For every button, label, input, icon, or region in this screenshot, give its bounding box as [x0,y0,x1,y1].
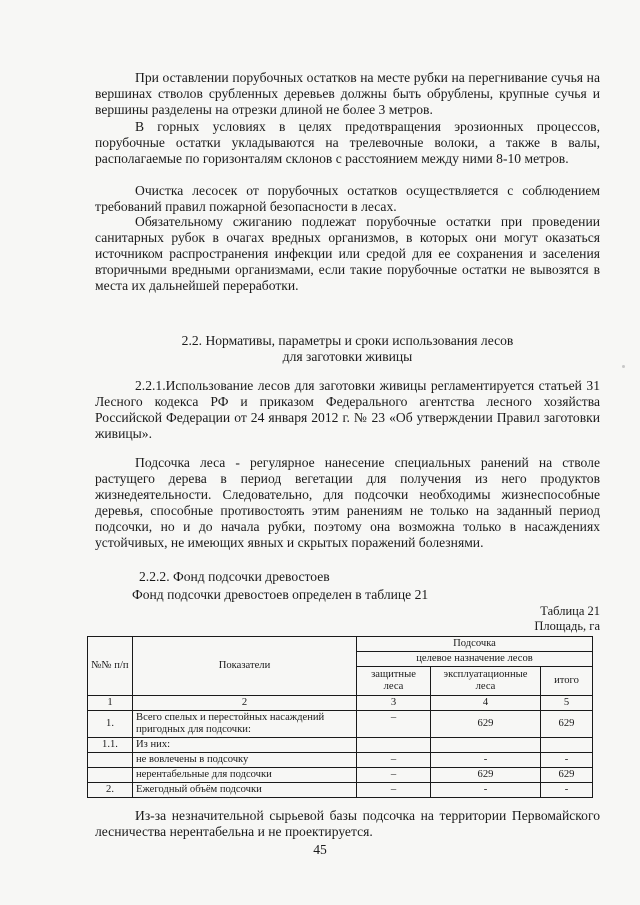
column-number: 2 [133,696,357,711]
row-num: 2. [88,783,133,798]
header-exploitation: эксплуатационные леса [431,667,541,696]
paragraph-residues-decay: При оставлении порубочных остатков на месте рубки на перегнивание сучья на вершинах стволов срубленных деревьев должны быть обрублены, крупные сучья и вершины разделены на отрезки длиной не более 3 метров. [95,70,600,117]
header-num: №№ п/п [88,637,133,696]
header-tapping: Подсочка [357,637,593,652]
header-purpose: целевое назначение лесов [357,652,593,667]
table-row [88,783,593,798]
subsection-heading: 2.2.2. Фонд подсочки древостоев [139,569,330,584]
row-label: не вовлечены в подсочку [133,753,357,768]
row-protective: – [357,783,431,798]
row-protective: – [357,753,431,768]
header-total: итого [541,667,593,696]
row-total: 629 [541,711,593,738]
table-caption: Таблица 21 [540,604,600,618]
column-number: 3 [357,696,431,711]
header-protective: защитные леса [357,667,431,696]
row-total [541,738,593,753]
column-number: 5 [541,696,593,711]
table-intro: Фонд подсочки древостоев определен в таблице 21 [132,587,429,602]
header-indicators: Показатели [133,637,357,696]
paragraph-mountain-conditions: В горных условиях в целях предотвращения эрозионных процессов, порубочные остатки укладываются на трелевочные волоки, а также в валы, располагаемые по горизонталям склонов с расстоянием между ними 8-10 метров. [95,119,600,166]
paragraph-fire-safety: Очистка лесосек от порубочных остатков осуществляется с соблюдением требований правил пожарной безопасности в лесах. [95,183,600,214]
row-num: 1.1. [88,738,133,753]
row-protective: – [357,711,431,738]
table-header-row [88,637,593,652]
row-exploitation: - [431,783,541,798]
paragraph-conclusion: Из-за незначительной сырьевой базы подсочка на территории Первомайского лесничества нерентабельна и не проектируется. [95,808,600,839]
row-protective [357,738,431,753]
row-num [88,768,133,783]
row-num [88,753,133,768]
row-total: - [541,753,593,768]
table-row [88,711,593,738]
paragraph-resin-regulation: 2.2.1.Использование лесов для заготовки живицы регламентируется статьей 31 Лесного кодекса РФ и приказом Федерального агентства лесного хозяйства Российской Федерации от 24 января 2012 г. № 23 «Об утверждении Правил заготовки живицы». [95,378,600,441]
table-row [88,768,593,783]
row-total: - [541,783,593,798]
paragraph-tapping-definition: Подсочка леса - регулярное нанесение специальных ранений на стволе растущего дерева в период вегетации для получения из него продуктов жизнедеятельности. Следовательно, для подсочки необходимы жизнеспособные деревья, способные противостоять этим ранениям не только на заданный период подсочки, но и до начала рубки, поэтому она возможна только в насаждениях устойчивых, не имеющих явных и скрытых поражений болезнями. [95,455,600,550]
section-heading-line1: 2.2. Нормативы, параметры и сроки использования лесов [181,333,514,348]
section-heading-line2: для заготовки живицы [282,349,413,364]
row-exploitation: 629 [431,711,541,738]
row-protective: – [357,768,431,783]
row-total: 629 [541,768,593,783]
table-unit: Площадь, га [534,619,600,633]
row-label: нерентабельные для подсочки [133,768,357,783]
row-num: 1. [88,711,133,738]
column-number: 4 [431,696,541,711]
table-row [88,753,593,768]
scan-speck [622,365,625,368]
table-row [88,738,593,753]
row-label: Всего спелых и перестойных насаждений пригодных для подсочки: [133,711,357,738]
column-number: 1 [88,696,133,711]
row-label: Из них: [133,738,357,753]
page-number: 45 [313,842,327,857]
tapping-fund-table [87,636,593,798]
column-number-row [88,696,593,711]
row-exploitation: 629 [431,768,541,783]
row-exploitation [431,738,541,753]
row-label: Ежегодный объём подсочки [133,783,357,798]
row-exploitation: - [431,753,541,768]
paragraph-mandatory-burning: Обязательному сжиганию подлежат порубочные остатки при проведении санитарных рубок в очагах вредных организмов, в которых они могут оказаться источником распространения инфекции или средой для ее сохранения и заселения вторичными вредными организмами, если такие порубочные остатки не вывозятся в места их дальнейшей переработки. [95,214,600,293]
